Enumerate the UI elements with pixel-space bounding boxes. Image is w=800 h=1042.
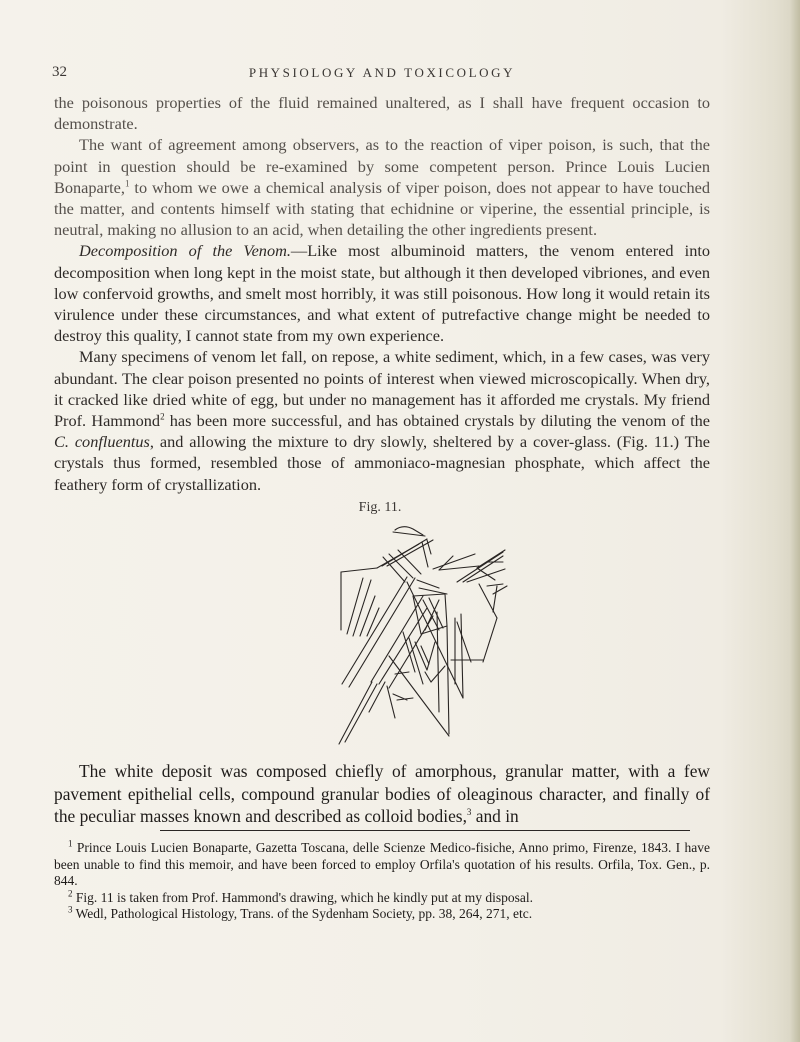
- footnote-2: [54, 890, 710, 907]
- paragraph-text: has been more successful, and has obtained crystals by diluting the venom of the: [164, 411, 710, 431]
- footnote-rule: [160, 830, 690, 831]
- footnote-marker: 3: [68, 904, 73, 915]
- paragraph-text: to whom we owe a chemical analysis of viper poison, does not appear to have touched the matter, and contents himself with stating that echidnine or viperine, the essential principle, is neutral, making no allusion to an acid, when detailing the other ingredients present.: [54, 177, 710, 240]
- page-edge-shadow: [790, 0, 800, 1042]
- body-text-continued: [54, 760, 710, 828]
- footnote-text: Prince Louis Lucien Bonaparte, Gazetta Toscana, delle Scienze Medico-fisiche, Anno primo, Firenze, 1843. I have been unable to find this memoir, and have been forced to employ Orfila's quotation of his results. Orfila, Tox. Gen., p. 844.: [54, 840, 710, 889]
- paragraph-specimens: [54, 346, 710, 494]
- footnote-ref: 3: [466, 807, 472, 818]
- crystal-figure: [327, 522, 517, 748]
- paragraph-text: The want of agreement among observers, as to the reaction of viper poison, is such, that the point in question should be re-examined by some competent person. Prince Louis Lucien Bonaparte,: [54, 135, 710, 197]
- section-heading: Decomposition of the Venom.: [79, 241, 291, 261]
- paragraph-text: The white deposit was composed chiefly of amorphous, granular matter, with a few pavement epithelial cells, compound granular bodies of oleaginous character, and finally of the peculiar masses known and described as colloid bodies,: [54, 761, 710, 826]
- paragraph-reaction: [54, 134, 710, 240]
- page-header: [52, 64, 712, 86]
- footnote-ref: 2: [160, 411, 165, 422]
- paragraph-text: the poisonous properties of the fluid remained unaltered, as I shall have frequent occasion to demonstrate.: [54, 93, 710, 134]
- paragraph-text: and in: [471, 806, 519, 826]
- footnote-3: [54, 906, 710, 923]
- running-head: PHYSIOLOGY AND TOXICOLOGY: [248, 65, 516, 80]
- footnote-1: [54, 840, 710, 890]
- body-text: [54, 92, 710, 495]
- paragraph-text: , and allowing the mixture to dry slowly, sheltered by a cover-glass. (Fig. 11.) The crystals thus formed, resembled those of ammoniaco-magnesian phosphate, which affect the feathery form of crystallization.: [54, 432, 710, 494]
- paragraph-text: Many specimens of venom let fall, on repose, a white sediment, which, in a few cases, was very abundant. The clear poison presented no points of interest when viewed microscopically. When dry, it cracked like dried white of egg, but under no management has it afforded me crystals. My friend Prof. Hammond: [54, 347, 710, 431]
- footnote-text: Wedl, Pathological Histology, Trans. of the Sydenham Society, pp. 38, 264, 271, etc.: [72, 906, 533, 922]
- paragraph-decomposition: [54, 240, 710, 346]
- footnote-ref: 1: [124, 178, 130, 189]
- paragraph-deposit: [54, 760, 710, 828]
- paragraph-text: —Like most albuminoid matters, the venom entered into decomposition when long kept in the moist state, but although it then developed vibriones, and even low confervoid growths, and smelt most horribly, it was still poisonous. How long it would retain its virulence under these circumstances, and what extent of putrefactive change might be needed to destroy this quality, I cannot state from my own experience.: [54, 241, 710, 346]
- footnotes: [54, 840, 710, 923]
- footnote-marker: 1: [68, 838, 73, 849]
- page-number: 32: [52, 64, 67, 80]
- paragraph-continued: [54, 92, 710, 134]
- species-name: C. confluentus: [54, 432, 150, 452]
- footnote-marker: 2: [68, 888, 73, 899]
- footnote-text: Fig. 11 is taken from Prof. Hammond's drawing, which he kindly put at my disposal.: [72, 889, 534, 905]
- figure-caption: Fig. 11.: [358, 500, 402, 515]
